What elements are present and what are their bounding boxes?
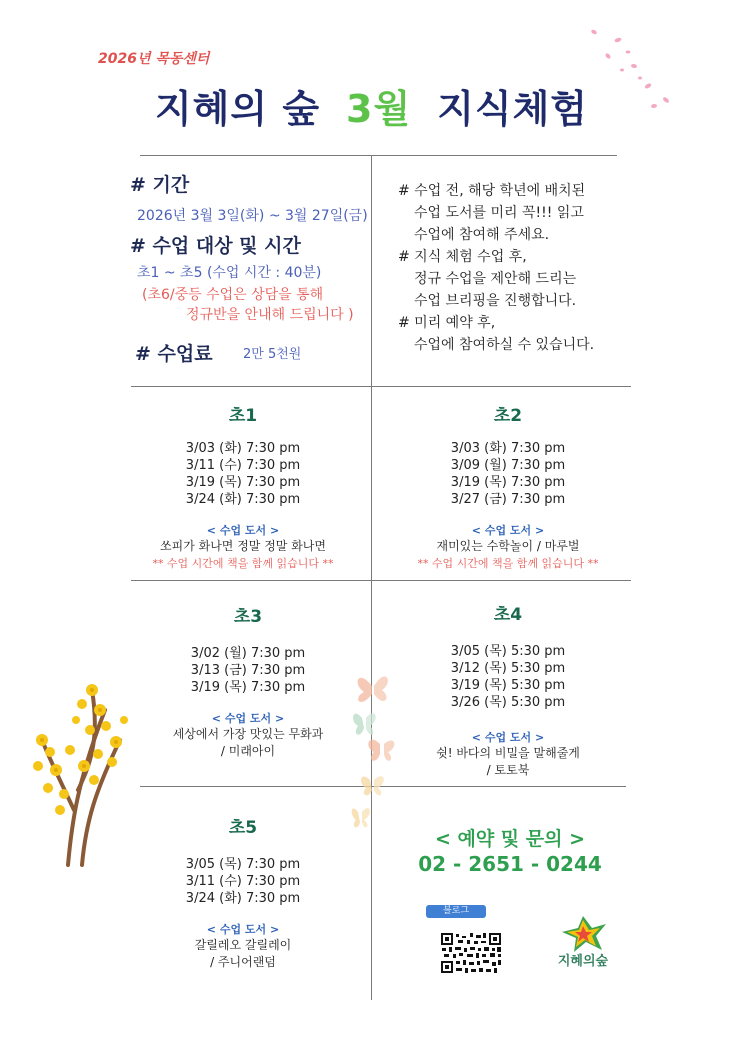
grade-5-book-title: 갈릴레오 갈릴레이 bbox=[194, 938, 292, 952]
reservation-heading: < 예약 및 문의 > bbox=[434, 828, 586, 850]
session-time: 3/05 (목) 7:30 pm bbox=[185, 857, 301, 872]
note-line: # 지식 체험 수업 후, bbox=[398, 249, 527, 265]
grade-4-label: 초4 bbox=[493, 605, 523, 625]
grade-3-book-publisher: / 미래아이 bbox=[220, 744, 276, 758]
session-time: 3/24 (화) 7:30 pm bbox=[185, 891, 301, 906]
grade-2-label: 초2 bbox=[493, 406, 523, 426]
divider-row-2 bbox=[131, 580, 631, 581]
center-divider bbox=[371, 156, 372, 1000]
center-subtitle: 2026년 목동센터 bbox=[98, 51, 210, 67]
title-month: 3월 bbox=[346, 87, 412, 131]
logo-text: 지혜의숲 bbox=[557, 954, 609, 969]
blog-label[interactable]: 블로그 bbox=[426, 905, 486, 918]
forest-logo-icon bbox=[556, 914, 610, 954]
grade-4-schedule bbox=[408, 643, 608, 711]
phone-number[interactable]: 02 - 2651 - 0244 bbox=[418, 852, 602, 876]
period-value: 2026년 3월 3일(화) ~ 3월 27일(금) bbox=[137, 208, 368, 224]
grade-1-label: 초1 bbox=[228, 406, 258, 426]
target-note-line1: (초6/중등 수업은 상담을 통해 bbox=[142, 287, 324, 303]
grade-4-book-title: 쉿! 바다의 비밀을 말해줄게 bbox=[436, 746, 580, 760]
grade-1-schedule bbox=[143, 440, 343, 508]
grade-5-schedule bbox=[143, 856, 343, 907]
qr-code-icon[interactable] bbox=[440, 932, 502, 974]
grade-1-book-heading: < 수업 도서 > bbox=[206, 524, 280, 537]
target-value: 초1 ~ 초5 (수업 시간 : 40분) bbox=[137, 265, 322, 281]
target-heading: # 수업 대상 및 시간 bbox=[130, 235, 301, 257]
grade-3-book-title: 세상에서 가장 맛있는 무화과 bbox=[172, 727, 324, 741]
session-time: 3/02 (월) 7:30 pm bbox=[190, 646, 306, 661]
forsythia-branch-icon bbox=[20, 670, 135, 870]
session-time: 3/11 (수) 7:30 pm bbox=[185, 874, 301, 889]
grade-2-book: 재미있는 수학놀이 / 마루벌 bbox=[436, 539, 580, 553]
note-line: 수업에 참여하실 수 있습니다. bbox=[414, 337, 595, 353]
grade-1-book: 쏘피가 화나면 정말 정말 화나면 bbox=[160, 539, 326, 553]
grade-2-book-heading: < 수업 도서 > bbox=[471, 524, 545, 537]
grade-3-book-heading: < 수업 도서 > bbox=[211, 712, 285, 725]
grade-5-label: 초5 bbox=[228, 818, 258, 838]
note-line: 수업 도서를 미리 꼭!!! 읽고 bbox=[414, 205, 584, 221]
session-time: 3/05 (목) 5:30 pm bbox=[450, 644, 566, 659]
butterfly-icon bbox=[350, 662, 410, 842]
session-time: 3/26 (목) 5:30 pm bbox=[450, 695, 566, 710]
title-subject: 지식체험 bbox=[437, 87, 589, 131]
session-time: 3/19 (목) 5:30 pm bbox=[450, 678, 566, 693]
grade-3-schedule bbox=[148, 645, 348, 696]
session-time: 3/13 (금) 7:30 pm bbox=[190, 663, 306, 678]
session-time: 3/24 (화) 7:30 pm bbox=[185, 492, 301, 507]
session-time: 3/09 (월) 7:30 pm bbox=[450, 458, 566, 473]
grade-5-book-heading: < 수업 도서 > bbox=[206, 923, 280, 936]
grade-2-card bbox=[408, 401, 608, 571]
top-divider bbox=[140, 155, 617, 156]
grade-3-card bbox=[148, 602, 348, 760]
fee-heading: # 수업료 bbox=[135, 343, 213, 365]
grade-5-book-publisher: / 주니어랜덤 bbox=[210, 955, 276, 969]
note-line: # 미리 예약 후, bbox=[398, 315, 496, 331]
cherry-petals-icon bbox=[588, 26, 678, 116]
session-time: 3/12 (목) 5:30 pm bbox=[450, 661, 566, 676]
session-time: 3/11 (수) 7:30 pm bbox=[185, 458, 301, 473]
divider-row-1 bbox=[131, 386, 631, 387]
grade-4-book-heading: < 수업 도서 > bbox=[471, 731, 545, 744]
grade-1-card bbox=[143, 401, 343, 571]
period-heading: # 기간 bbox=[130, 174, 190, 196]
session-time: 3/03 (화) 7:30 pm bbox=[185, 441, 301, 456]
grade-1-note: ** 수업 시간에 책을 함께 읽습니다 ** bbox=[152, 557, 334, 570]
grade-5-card bbox=[143, 813, 343, 971]
target-note-line2: 정규반을 안내해 드립니다 ) bbox=[186, 307, 354, 323]
grade-2-schedule bbox=[408, 440, 608, 508]
grade-3-label: 초3 bbox=[233, 607, 263, 627]
grade-4-book-publisher: / 토토북 bbox=[486, 763, 530, 777]
note-line: # 수업 전, 해당 학년에 배치된 bbox=[398, 183, 586, 199]
grade-4-card bbox=[408, 600, 608, 779]
fee-value: 2만 5천원 bbox=[243, 347, 302, 362]
session-time: 3/19 (목) 7:30 pm bbox=[190, 680, 306, 695]
session-time: 3/19 (목) 7:30 pm bbox=[185, 475, 301, 490]
grade-2-note: ** 수업 시간에 책을 함께 읽습니다 ** bbox=[417, 557, 599, 570]
session-time: 3/27 (금) 7:30 pm bbox=[450, 492, 566, 507]
session-time: 3/19 (목) 7:30 pm bbox=[450, 475, 566, 490]
note-line: 정규 수업을 제안해 드리는 bbox=[414, 271, 577, 287]
note-line: 수업 브리핑을 진행합니다. bbox=[414, 293, 577, 309]
title-program: 지혜의 숲 bbox=[154, 87, 321, 131]
session-time: 3/03 (화) 7:30 pm bbox=[450, 441, 566, 456]
note-line: 수업에 참여해 주세요. bbox=[414, 227, 550, 243]
class-notes bbox=[398, 180, 594, 356]
